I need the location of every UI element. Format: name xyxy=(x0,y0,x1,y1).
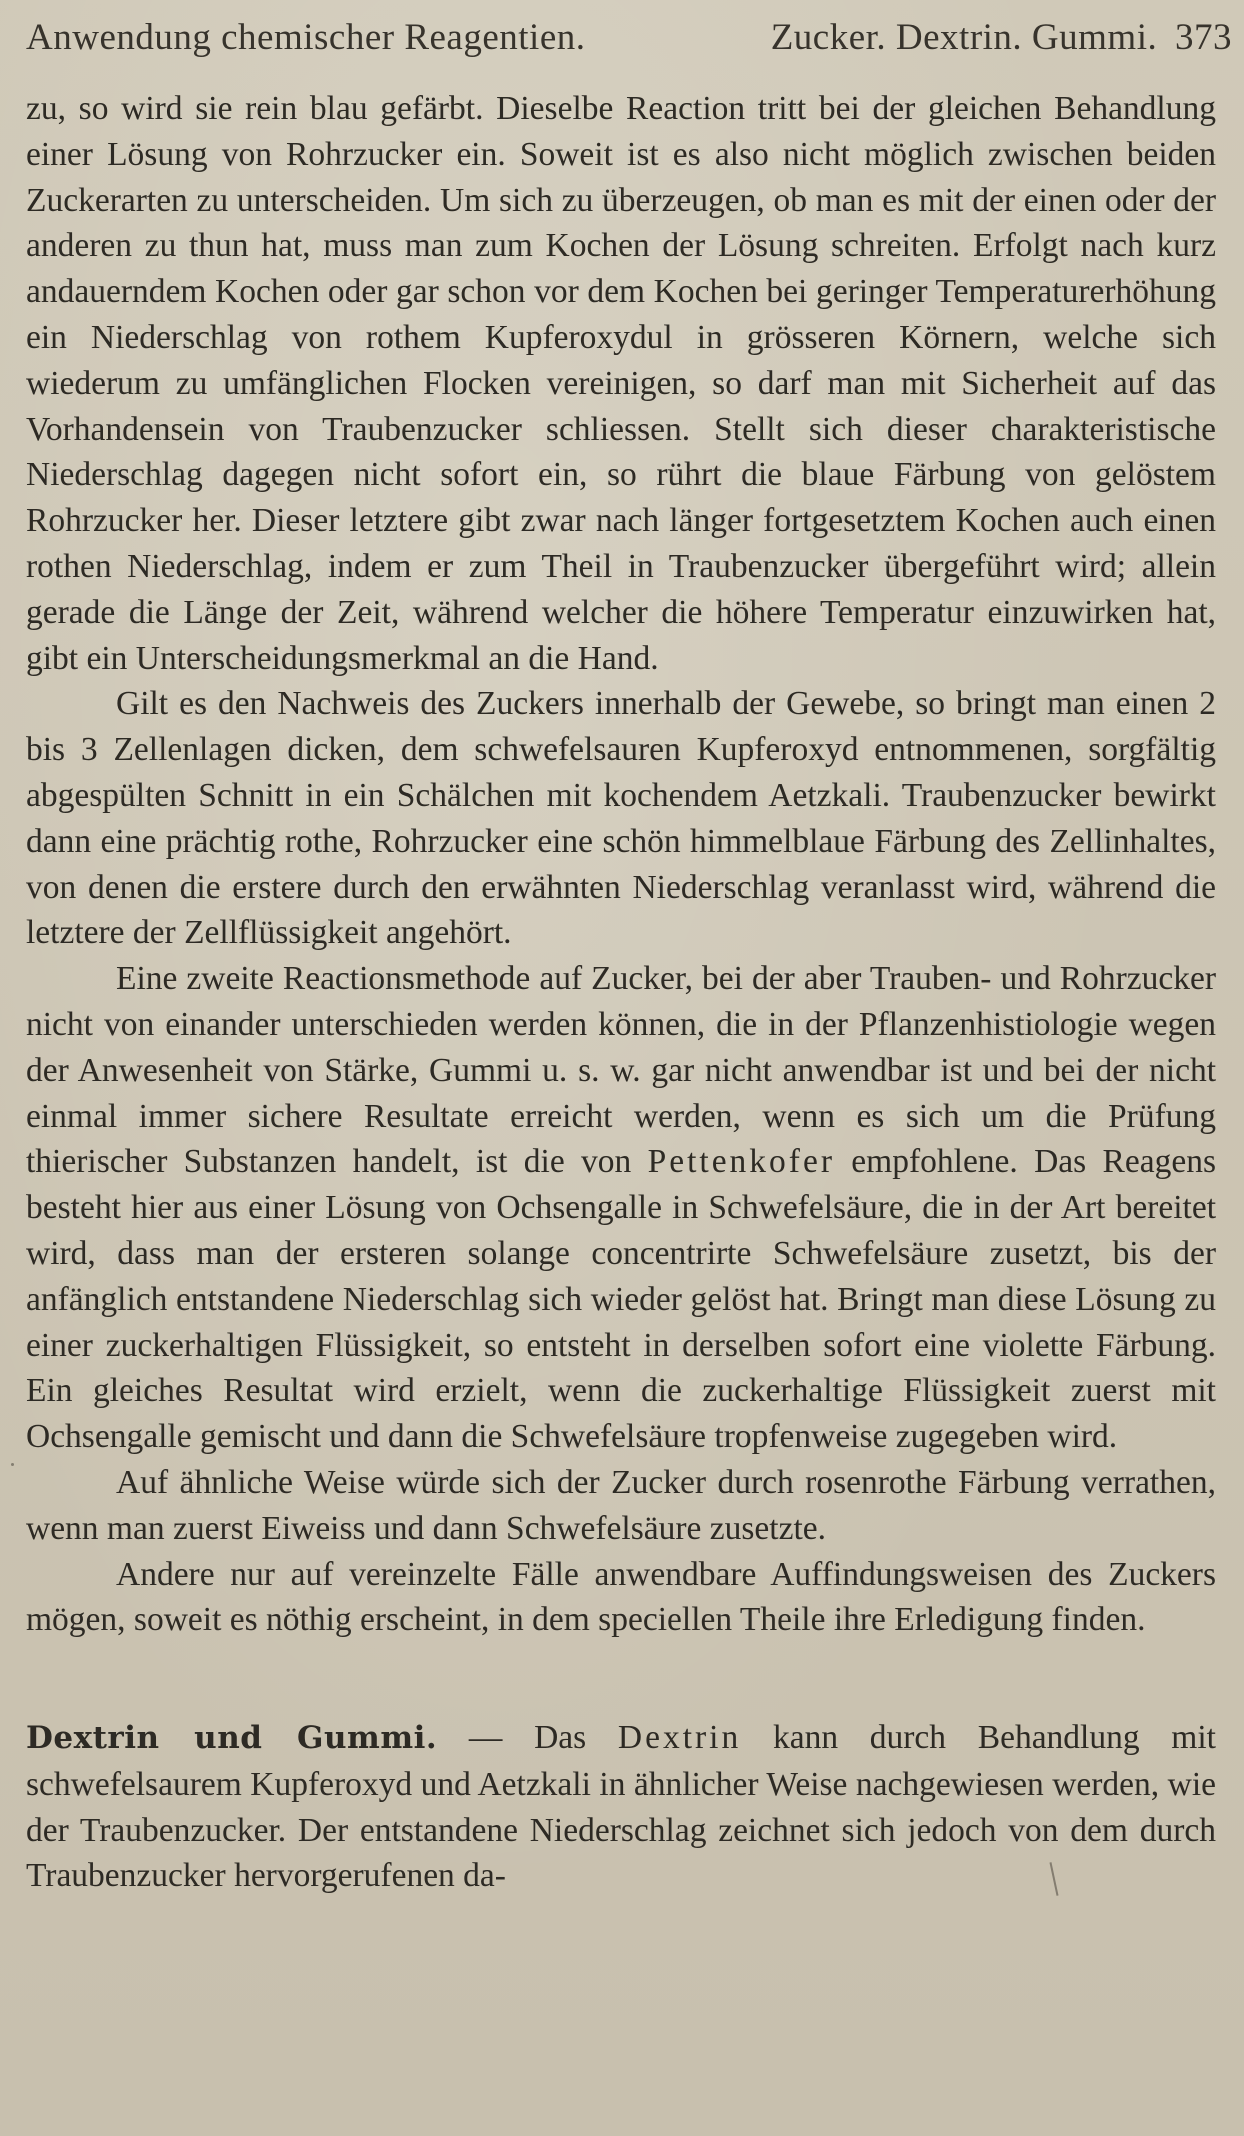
author-name-pettenkofer: Pettenkofer xyxy=(647,1143,835,1181)
paragraph-1: zu, so wird sie rein blau gefärbt. Dieselbe Reaction tritt bei der gleichen Behandlung einer Lösung von Rohrzucker ein. Soweit ist es also nicht möglich zwischen beiden Zuckerarten zu unterscheiden. Um sich zu überzeugen, ob man es mit der einen oder der anderen zu thun hat, muss man zum Kochen der Lösung schreiten. Erfolgt nach kurz andauerndem Kochen oder gar schon vor dem Kochen bei geringer Temperaturerhöhung ein Niederschlag von rothem Kupferoxydul in grösseren Körnern, welche sich wiederum zu umfänglichen Flocken vereinigen, so darf man mit Sicherheit auf das Vorhandensein von Traubenzucker schliessen. Stellt sich dieser charakteristische Niederschlag dagegen nicht sofort ein, so rührt die blaue Färbung von gelöstem Rohrzucker her. Dieser letztere gibt zwar nach länger fortgesetztem Kochen auch einen rothen Niederschlag, indem er zum Theil in Traubenzucker übergeführt wird; allein gerade die Länge der Zeit, während welcher die höhere Temperatur einzuwirken hat, gibt ein Unterscheidungsmerkmal an die Hand. xyxy=(26,90,1216,677)
paragraph-5: Andere nur auf vereinzelte Fälle anwendbare Auffindungsweisen des Zuckers mögen, soweit es nöthig erscheint, in dem speciellen Theile ihre Erledigung finden. xyxy=(26,1555,1216,1639)
running-head-topic: Zucker. Dextrin. Gummi. xyxy=(770,17,1158,58)
running-head-chapter: Anwendung chemischer Reagentien. xyxy=(26,17,586,58)
section-text: kann durch Behandlung mit schwefelsaurem Kupferoxyd und Aetzkali in ähnlicher Weise nachgewiesen werden, wie der Traubenzucker. Der entstandene Niederschlag zeichnet sich jedoch von dem durch Traubenzucker hervorgerufenen da- xyxy=(26,1719,1216,1895)
section-dash: — Das xyxy=(437,1719,618,1757)
paragraph-4: Auf ähnliche Weise würde sich der Zucker durch rosenrothe Färbung verrathen, wenn man zuerst Eiweiss und dann Schwefelsäure zusetzte. xyxy=(26,1463,1216,1547)
page-number: 373 xyxy=(1175,17,1232,58)
paragraph-3-text-start: Eine zweite Reactionsmethode auf Zucker, bei der aber Trauben- und Rohrzucker nicht von einander unterschieden werden können, die in der Pflanzenhistiologie wegen der Anwesenheit von Stärke, Gummi u. s. w. gar nicht anwendbar ist und bei der nicht einmal immer sichere Resultate erreicht werden, wenn es sich um die Prüfung thierischer Substanzen handelt, ist die von xyxy=(26,960,1216,1181)
section-paragraph xyxy=(26,1715,1216,1899)
margin-speck xyxy=(11,1463,14,1466)
body-text xyxy=(26,86,1216,1899)
section-term: Dextrin xyxy=(617,1719,742,1757)
running-head xyxy=(26,16,1232,72)
running-head-topic-group xyxy=(771,16,1232,59)
section-heading: Dextrin und Gummi. xyxy=(26,1720,438,1757)
paragraph-3 xyxy=(26,956,1216,1460)
paragraph-2: Gilt es den Nachweis des Zuckers innerhalb der Gewebe, so bringt man einen 2 bis 3 Zellenlagen dicken, dem schwefelsauren Kupferoxyd entnommenen, sorgfältig abgespülten Schnitt in ein Schälchen mit kochendem Aetzkali. Traubenzucker bewirkt dann eine prächtig rothe, Rohrzucker eine schön himmelblaue Färbung des Zellinhaltes, von denen die erstere durch den erwähnten Niederschlag veranlasst wird, während die letztere der Zellflüssigkeit angehört. xyxy=(26,685,1216,952)
paragraph-3-text-end: empfohlene. Das Reagens besteht hier aus einer Lösung von Ochsengalle in Schwefelsäure, die in der Art bereitet wird, dass man der ersteren solange concentrirte Schwefelsäure zusetzt, bis der anfänglich entstandene Niederschlag sich wieder gelöst hat. Bringt man diese Lösung zu einer zuckerhaltigen Flüssigkeit, so entsteht in derselben sofort eine violette Färbung. Ein gleiches Resultat wird erzielt, wenn die zuckerhaltige Flüssigkeit zuerst mit Ochsengalle gemischt und dann die Schwefelsäure tropfenweise zugegeben wird. xyxy=(26,1143,1216,1456)
